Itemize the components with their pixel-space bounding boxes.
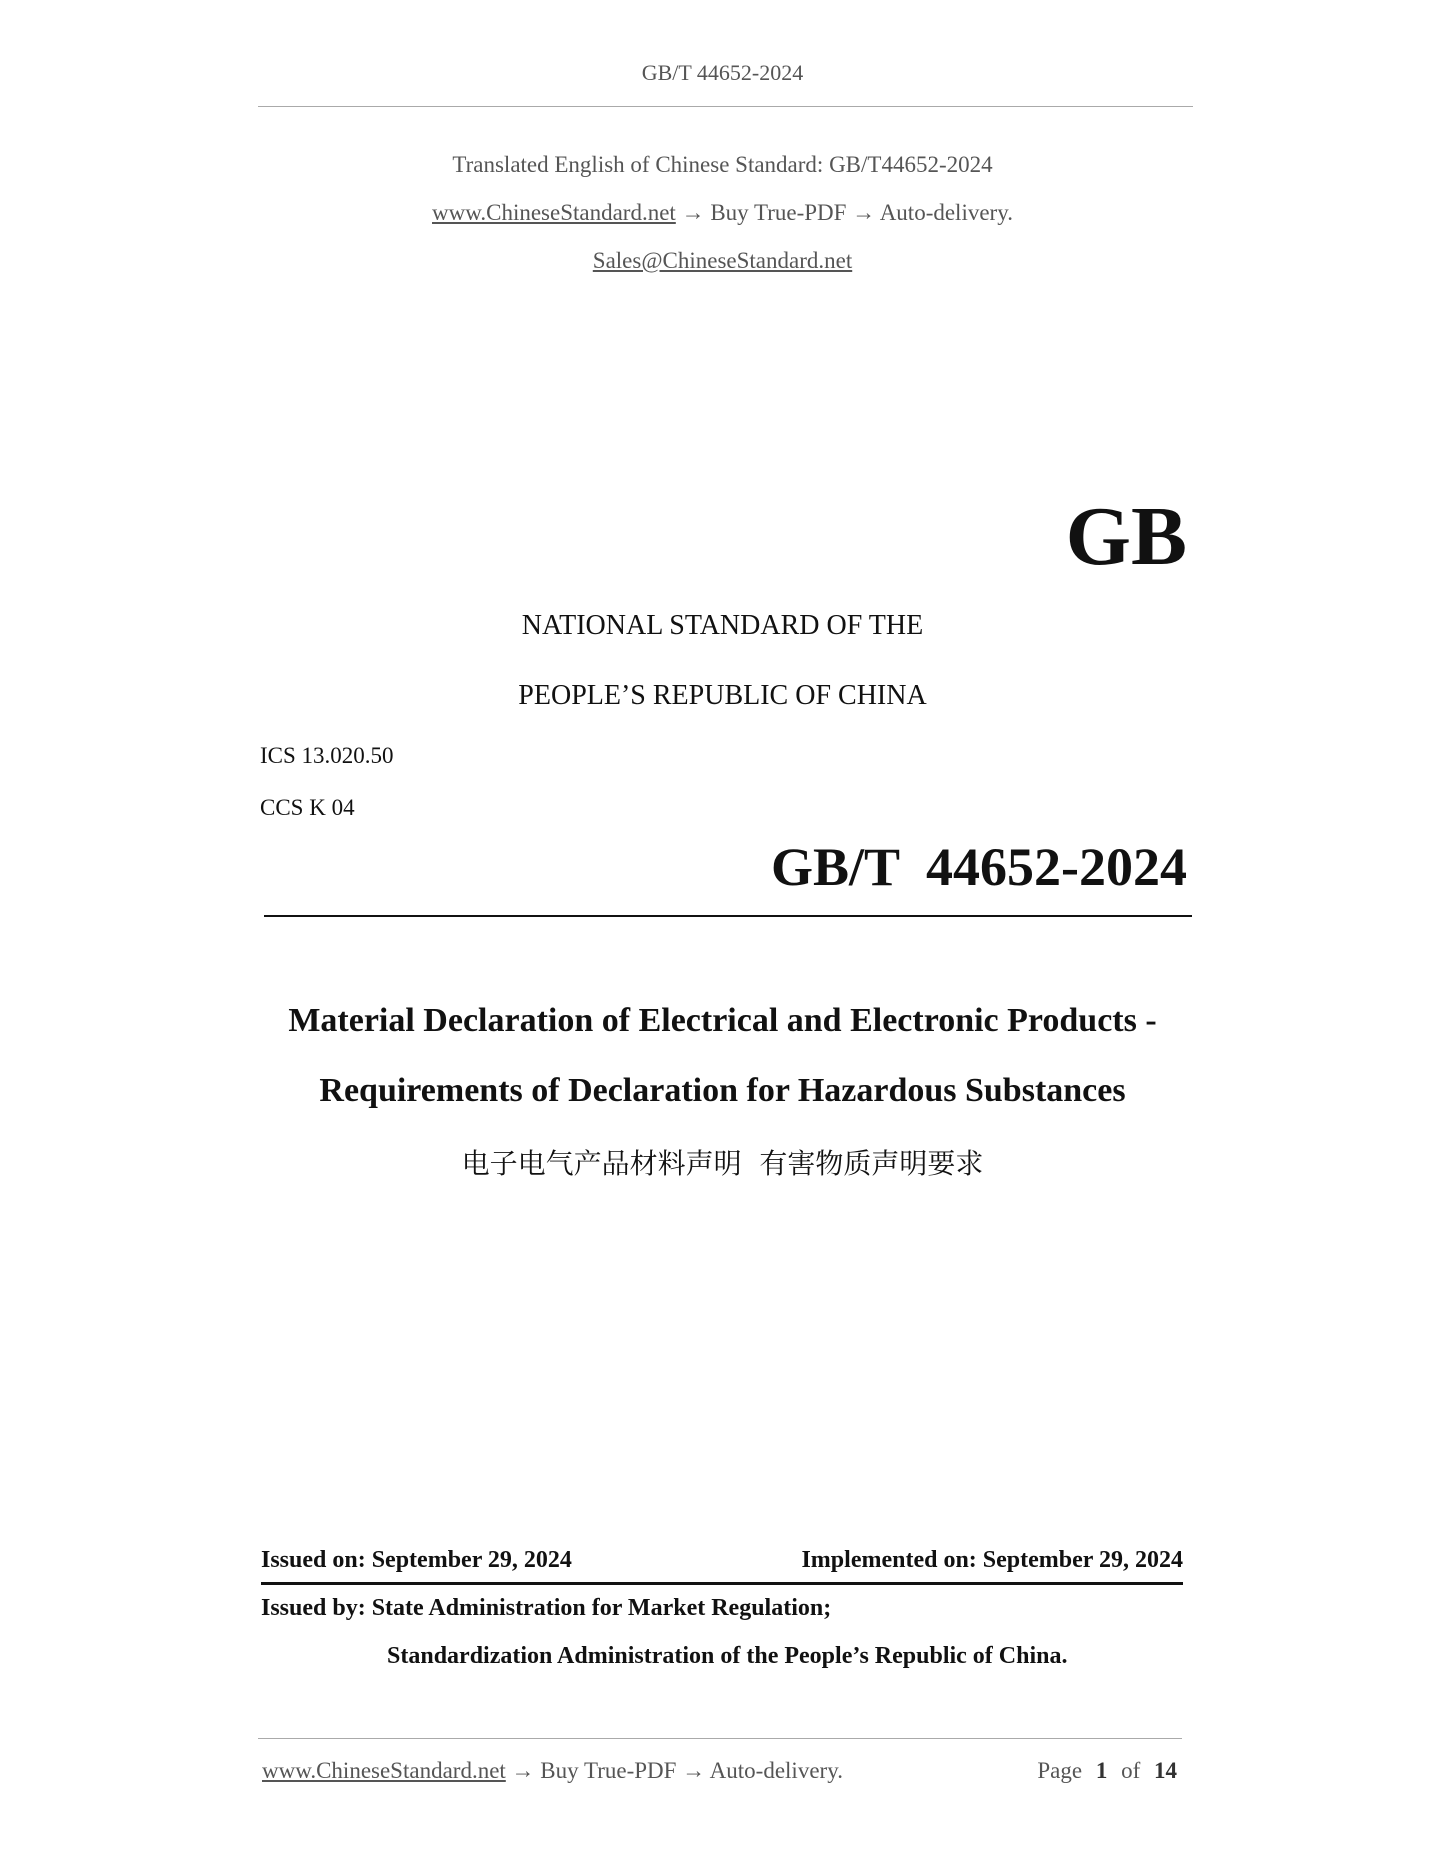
running-header: GB/T 44652-2024 [641, 60, 804, 85]
standard-number-rule [264, 915, 1192, 917]
arrow-right-icon: → [511, 1758, 535, 1783]
footer-purchase-line [262, 1758, 843, 1784]
footer-buy-pdf-text: Buy True-PDF [540, 1758, 677, 1783]
title-english-line1: Material Declaration of Electrical and Electronic Products - [288, 1002, 1157, 1039]
translation-notice: Translated English of Chinese Standard: GB/T44652-2024 [452, 152, 993, 177]
sales-email-link[interactable]: Sales@ChineseStandard.net [592, 248, 853, 273]
national-standard-line1: NATIONAL STANDARD OF THE [521, 610, 924, 641]
title-english-line2: Requirements of Declaration for Hazardous Substances [319, 1072, 1126, 1109]
footer-auto-delivery-text: Auto-delivery. [709, 1758, 843, 1783]
footer-divider [258, 1738, 1182, 1739]
issued-by-line2: Standardization Administration of the People’s Republic of China. [387, 1643, 1068, 1669]
issued-on: Issued on: September 29, 2024 [261, 1547, 572, 1573]
buy-pdf-text: Buy True-PDF [710, 200, 847, 225]
header-divider [258, 106, 1193, 107]
standard-number: GB/T 44652-2024 [770, 837, 1187, 897]
implemented-on: Implemented on: September 29, 2024 [801, 1547, 1183, 1573]
arrow-right-icon: → [852, 200, 876, 225]
issued-by-line1: Issued by: State Administration for Market Regulation; [261, 1595, 832, 1621]
issue-rule [261, 1582, 1183, 1585]
gb-logo: GB [1065, 490, 1187, 583]
email-row [0, 248, 1445, 274]
arrow-right-icon: → [682, 1758, 706, 1783]
page-indicator [1037, 1758, 1177, 1784]
arrow-right-icon: → [681, 200, 705, 225]
national-standard-line2: PEOPLE’S REPUBLIC OF CHINA [518, 680, 927, 711]
ics-code: ICS 13.020.50 [260, 743, 394, 768]
ccs-code: CCS K 04 [260, 795, 355, 820]
page-number: 1 [1095, 1758, 1108, 1783]
website-link[interactable]: www.ChineseStandard.net [432, 200, 676, 225]
purchase-line [0, 200, 1445, 226]
page-word: Page [1037, 1758, 1083, 1783]
auto-delivery-text: Auto-delivery. [879, 200, 1013, 225]
page-total: 14 [1154, 1758, 1177, 1783]
footer-website-link[interactable]: www.ChineseStandard.net [262, 1758, 506, 1783]
of-word: of [1121, 1758, 1141, 1783]
title-chinese: 电子电气产品材料声明 有害物质声明要求 [461, 1147, 984, 1180]
